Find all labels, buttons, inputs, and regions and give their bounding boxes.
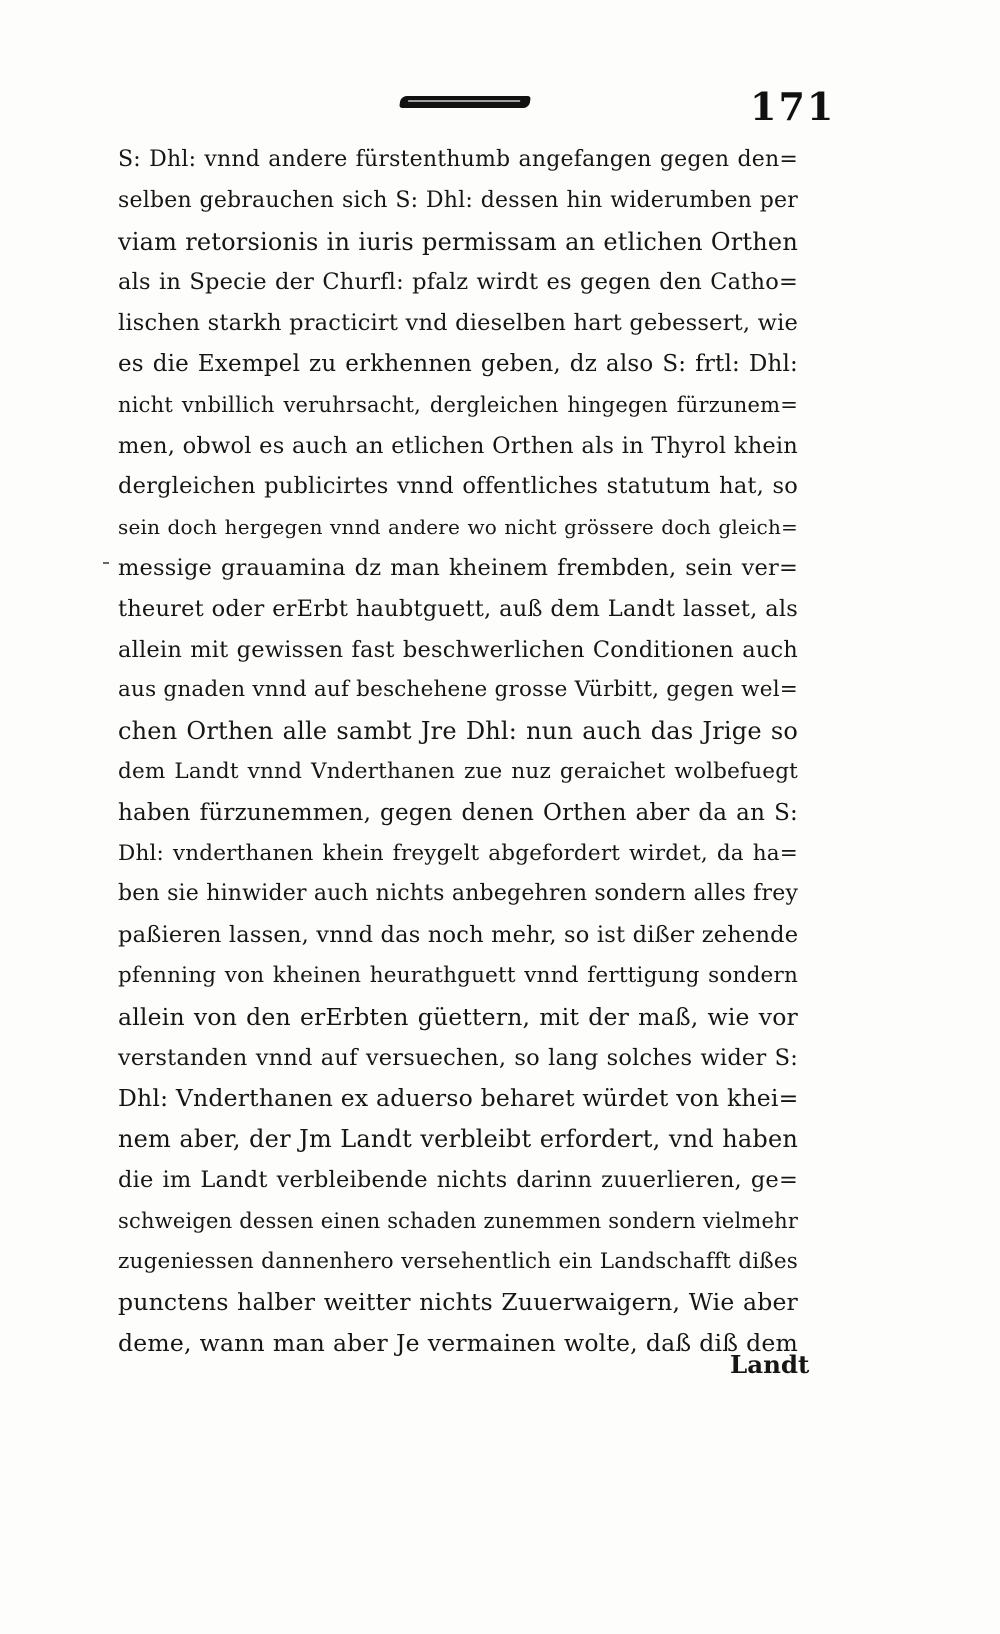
text-line: aus gnaden vnnd auf beschehene grosse Vürbitt, gegen wel= [118,677,798,703]
text-line: zugeniessen dannenhero versehentlich ein Landschafft dißes [118,1248,798,1274]
text-line: ben sie hinwider auch nichts anbegehren sondern alles frey [118,881,799,907]
text-line: punctens halber weitter nichts Zuuerwaigern, Wie aber [118,1288,798,1317]
text-line: deme, wann man aber Je vermainen wolte, daß diß dem [118,1329,798,1358]
text-line: nem aber, der Jm Landt verbleibt erfordert, vnd haben [118,1125,798,1154]
text-line: die im Landt verbleibende nichts darinn zuuerlieren, ge= [118,1166,798,1193]
header-ornament-rule [399,96,531,108]
margin-mark [103,562,109,564]
text-line: messige grauamina dz man kheinem frembden, sein ver= [118,554,798,581]
text-line: allein mit gewissen fast beschwerlichen Conditionen auch [118,636,798,663]
text-line: pfenning von kheinen heurathguett vnnd ferttigung sondern [118,962,798,988]
text-line: S: Dhl: vnnd andere fürstenthumb angefangen gegen den= [118,147,798,172]
text-line: Dhl: vnderthanen khein freygelt abgefordert wirdet, da ha= [118,840,798,866]
text-line: schweigen dessen einen schaden zunemmen sondern vielmehr [118,1208,799,1233]
text-line: lischen starkh practicirt vnd dieselben hart gebessert, wie [118,310,798,337]
text-line: sein doch hergegen vnnd andere wo nicht grössere doch gleich= [118,515,798,540]
text-line: dergleichen publicirtes vnnd offentliches statutum hat, so [118,473,798,500]
text-line: haben fürzunemmen, gegen denen Orthen aber da an S: [118,799,798,826]
text-line: dem Landt vnnd Vnderthanen zue nuz geraichet wolbefuegt [118,758,798,784]
text-line: nicht vnbillich veruhrsacht, dergleichen hingegen fürzunem= [118,392,798,417]
text-line: Dhl: Vnderthanen ex aduerso beharet würdet von khei= [118,1084,799,1113]
text-line: men, obwol es auch an etlichen Orthen als in Thyrol khein [118,432,798,459]
text-line: allein von den erErbten güettern, mit der maß, wie vor [118,1002,798,1031]
text-line: paßieren lassen, vnnd das noch mehr, so ist dißer zehende [118,922,799,949]
text-line: verstanden vnnd auf versuechen, so lang solches wider S: [118,1044,798,1071]
text-line: viam retorsionis in iuris permissam an etlichen Orthen [118,227,798,256]
text-line: selben gebrauchen sich S: Dhl: dessen hin widerumben per [118,187,798,213]
text-line: es die Exempel zu erkhennen geben, dz also S: frtl: Dhl: [118,350,798,377]
text-line: theuret oder erErbt haubtguett, auß dem Landt lasset, als [118,595,798,622]
catchword: Landt [730,1350,810,1379]
page-number: 171 [750,84,836,129]
text-line: chen Orthen alle sambt Jre Dhl: nun auch das Jrige so [118,717,798,746]
body-text [118,140,798,1364]
text-line: als in Specie der Churfl: pfalz wirdt es gegen den Catho= [118,269,798,296]
